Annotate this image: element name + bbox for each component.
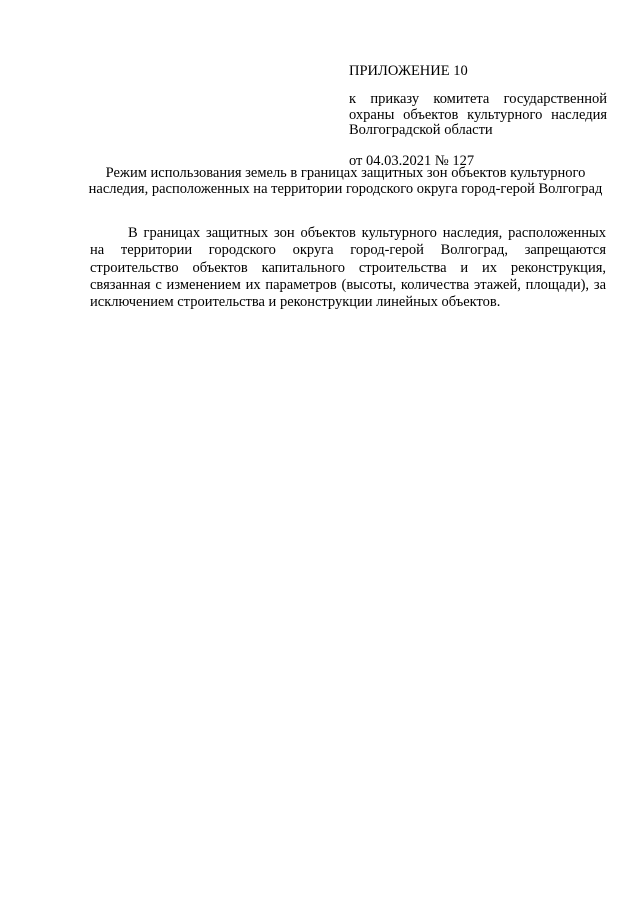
document-heading: Режим использования земель в границах защитных зон объектов культурного наследия, расположенных на территории городского округа город-герой Волгоград xyxy=(88,165,603,197)
appendix-title: ПРИЛОЖЕНИЕ 10 xyxy=(349,63,468,79)
appendix-date-number: от 04.03.2021 № 127 xyxy=(349,152,475,169)
appendix-block xyxy=(349,63,607,170)
appendix-basis: к приказу комитета государственной охраны объектов культурного наследия Волгоградской области xyxy=(349,91,607,138)
document-body-paragraph: В границах защитных зон объектов культурного наследия, расположенных на территории городского округа город-герой Волгоград, запрещаются строительство объектов капитального строительства и их реконструкция, связанная с изменением их параметров (высоты, количества этажей, площади), за исключением строительства и реконструкции линейных объектов. xyxy=(90,225,606,311)
